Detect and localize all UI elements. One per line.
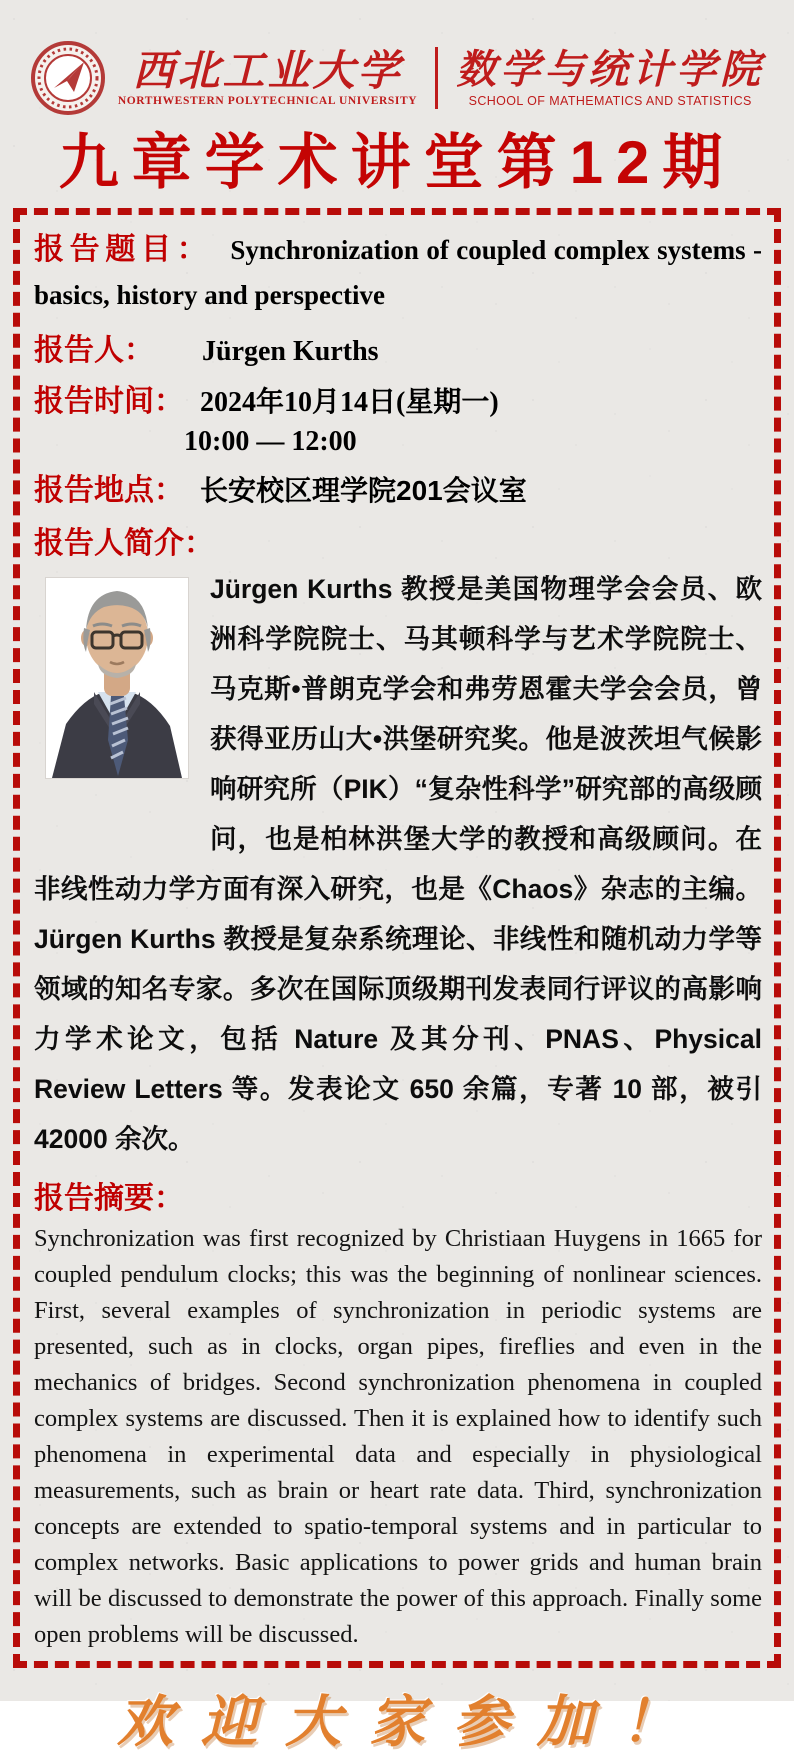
topic-label: 报告题目： bbox=[34, 233, 213, 266]
school-name-en: SCHOOL OF MATHEMATICS AND STATISTICS bbox=[468, 93, 752, 108]
time-date-value: 2024年10月14日(星期一) bbox=[200, 387, 499, 418]
topic-value: Synchronization of coupled complex systems - basics, history and perspective bbox=[34, 235, 762, 310]
speaker-label: 报告人： bbox=[34, 334, 154, 367]
header-divider bbox=[435, 47, 438, 109]
school-name-cn: 数学与统计学院 bbox=[456, 45, 765, 93]
university-name-en: NORTHWESTERN POLYTECHNICAL UNIVERSITY bbox=[117, 95, 418, 107]
school-name-block bbox=[456, 45, 765, 108]
university-name-cn: 西北工业大学 bbox=[132, 46, 403, 95]
venue-row bbox=[34, 465, 762, 509]
abstract-text: Synchronization was first recognized by Christiaan Huygens in 1665 for coupled pendulum clocks; this was the beginning of nonlinear sciences. First, several examples of synchronization in periodic systems are presented, such as in clocks, organ pipes, fireflies and even in the mechanics of bridges. Second synchronization phenomena in coupled complex systems are discussed. Then it is explained how to identify such phenomena in experimental data and especially in physiological measurements, such as brain or heart rate data. Third, synchronization concepts are extended to spatio-temporal systems and in particular to complex networks. Basic applications to power grids and human brain will be discussed to demonstrate the power of this approach. Finally some open problems will be discussed. bbox=[34, 1225, 762, 1648]
abstract-label: 报告摘要： bbox=[34, 1182, 184, 1215]
time-label: 报告时间： bbox=[34, 385, 184, 418]
university-logo-icon bbox=[30, 40, 106, 116]
speaker-row bbox=[34, 325, 762, 369]
speaker-value: Jürgen Kurths bbox=[202, 336, 379, 367]
venue-value: 长安校区理学院201会议室 bbox=[200, 475, 527, 506]
university-name-block bbox=[117, 46, 418, 107]
speaker-bio bbox=[34, 564, 762, 1164]
welcome-message: 欢迎大家参加！ bbox=[117, 1689, 705, 1755]
bio-text: Jürgen Kurths 教授是美国物理学会会员、欧洲科学院院士、马其顿科学与艺术学院院士、马克斯•普朗克学会和弗劳恩霍夫学会会员，曾获得亚历山大•洪堡研究奖。他是波茨坦气候影响研究所（PIK）“复杂性科学”研究部的高级顾问，也是柏林洪堡大学的教授和高级顾问。在非线性动力学方面有深入研究，也是《Chaos》杂志的主编。Jürgen Kurths 教授是复杂系统理论、非线性和随机动力学等领域的知名专家。多次在国际顶级期刊发表同行评议的高影响力学术论文，包括 Nature 及其分刊、PNAS、Physical Review Letters 等。发表论文 650 余篇，专著 10 部，被引 42000 余次。 bbox=[34, 574, 762, 1154]
lecture-details-box bbox=[13, 208, 781, 1668]
lecture-series-title: 九章学术讲堂第12期 bbox=[58, 129, 736, 196]
speaker-photo bbox=[46, 578, 188, 778]
time-row bbox=[34, 376, 762, 420]
venue-label: 报告地点： bbox=[34, 474, 184, 507]
bio-label: 报告人简介： bbox=[34, 527, 214, 560]
header bbox=[0, 0, 794, 116]
time-range-value: 10:00 — 12:00 bbox=[184, 426, 357, 457]
topic-line bbox=[34, 227, 762, 318]
